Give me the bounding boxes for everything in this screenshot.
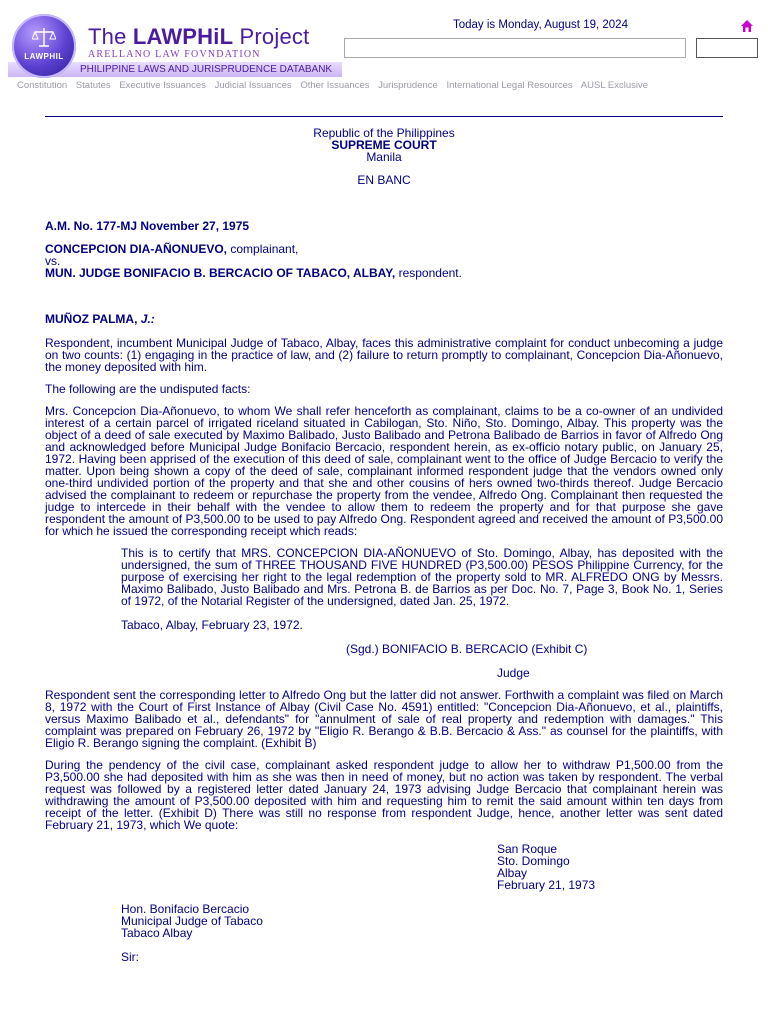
salutation: Sir:	[121, 950, 139, 964]
foundation-name: ARELLANO LAW FOVNDATION	[88, 49, 261, 60]
receipt-signature: (Sgd.) BONIFACIO B. BERCACIO (Exhibit C)	[346, 642, 588, 656]
nav-ausl-exclusive[interactable]: AUSL Exclusive	[580, 80, 649, 91]
nav-jurisprudence[interactable]: Jurisprudence	[378, 80, 438, 91]
address-line: Albay	[497, 866, 528, 880]
logo-text: LAWPHIL	[24, 52, 64, 61]
paragraph: The following are the undisputed facts:	[45, 382, 251, 396]
ponente-suffix: J.:	[137, 312, 155, 326]
receipt-quote: This is to certify that MRS. CONCEPCION DIA-AÑONUEVO of Sto. Domingo, Albay, has deposited with the undersigned, the sum of THREE THOUSAND FIVE HUNDRED (P3,500.00) PESOS Philippine Currency, for the purpose of exercising her right to the legal redemption of the property sold to MR. ALFREDO ONG by Messrs. Maximo Balibado, Justo Balibado and Mrs. Petrona B. de Barrios as per Doc. No. 7, Page 3, Book No. 1, Series of 1972, of the Notarial Register of the undersigned, dated Jan. 25, 1972.	[121, 546, 723, 608]
paragraph: During the pendency of the civil case, complainant asked respondent judge to allow her to withdraw P1,500.00 from the P3,500.00 she had deposited with him as she was then in need of money, but no action was taken by respondent. The verbal request was followed by a registered letter dated January 24, 1973 advising Judge Bercacio that complainant herein was withdrawing the amount of P3,500.00 deposited with him and requesting him to remit the said amount within ten days from receipt of the letter. (Exhibit D) There was still no response from respondent Judge, hence, another letter was sent dated February 21, 1973, which We quote:	[45, 758, 723, 832]
complainant-line	[45, 243, 723, 255]
databank-tagline: PHILIPPINE LAWS AND JURISPRUDENCE DATABANK	[80, 64, 333, 75]
site-title	[88, 24, 309, 50]
complainant-role: complainant,	[227, 242, 299, 256]
nav-international-legal-resources[interactable]: International Legal Resources	[446, 80, 573, 91]
receipt-signer-title: Judge	[497, 666, 530, 680]
ponente-name: MUÑOZ PALMA,	[45, 312, 138, 326]
nav-other-issuances[interactable]: Other Issuances	[300, 80, 370, 91]
search-input[interactable]	[344, 38, 686, 58]
nav-constitution[interactable]: Constitution	[17, 80, 68, 91]
title-suffix: Project	[233, 24, 310, 49]
title-brand: LAWPHiL	[132, 24, 234, 49]
respondent-role: respondent.	[395, 266, 462, 280]
paragraph: Mrs. Concepcion Dia-Añonuevo, to whom We shall refer henceforth as complainant, claims to be a co-owner of an undivided interest of a certain parcel of irrigated riceland situated in Cabilogan, Sto. Niño, Sto. Domingo, Albay. This property was the object of a deed of sale executed by Maximo Balibado, Justo Balibado and Petrona Balibado de Barrios in favor of Alfredo Ong and acknowledged before Municipal Judge Bonifacio Bercacio, respondent herein, as ex-officio notary public, on January 25, 1972. Having been apprised of the execution of this deed of sale, complainant went to the office of Judge Bercacio to verify the matter. Upon being shown a copy of the deed of sale, complainant informed respondent judge that the vendors owned only one-third undivided portion of the property and that she and other cousins of hers owned two-thirds thereof. Judge Bercacio advised the complainant to redeem or repurchase the property from the vendee, Alfredo Ong. Complainant then requested the judge to intercede in their behalf with the vendee to allow them to redeem the property and for that purpose she gave respondent the amount of P3,500.00 to be used to pay Alfredo Ong. Respondent agreed and received the amount of P3,500.00 for which he issued the corresponding receipt which reads:	[45, 404, 723, 538]
republic-line: Republic of the Philippines	[313, 126, 455, 140]
scales-of-justice-icon	[32, 26, 56, 48]
main-nav	[17, 80, 654, 91]
recipient-line: Municipal Judge of Tabaco	[121, 914, 263, 928]
home-icon[interactable]	[740, 19, 754, 33]
division: EN BANC	[357, 173, 411, 187]
nav-statutes[interactable]: Statutes	[75, 80, 111, 91]
recipient-line: Hon. Bonifacio Bercacio	[121, 902, 250, 916]
header-divider	[45, 116, 723, 117]
paragraph: Respondent, incumbent Municipal Judge of Tabaco, Albay, faces this administrative complaint for conduct unbecoming a judge on two counts: (1) engaging in the practice of law, and (2) failure to return promptly to complainant, Concepcion Dia-Añonuevo, the money deposited with him.	[45, 336, 723, 374]
letter-date: February 21, 1973	[497, 878, 596, 892]
site-header	[0, 0, 768, 78]
address-line: Sto. Domingo	[497, 854, 570, 868]
ponente	[45, 313, 723, 325]
decision-document	[45, 127, 723, 963]
nav-executive-issuances[interactable]: Executive Issuances	[119, 80, 206, 91]
address-line: San Roque	[497, 842, 558, 856]
letter-address	[497, 843, 723, 891]
current-date: Today is Monday, August 19, 2024	[453, 19, 628, 31]
court-name: SUPREME COURT	[331, 138, 437, 152]
respondent-line	[45, 267, 723, 279]
versus: vs.	[45, 254, 61, 268]
respondent-name: MUN. JUDGE BONIFACIO B. BERCACIO OF TABACO, ALBAY,	[45, 266, 396, 280]
title-prefix: The	[88, 24, 133, 49]
letter-recipient	[121, 903, 723, 939]
lawphil-logo[interactable]	[12, 14, 76, 78]
recipient-line: Tabaco Albay	[121, 926, 193, 940]
search-button[interactable]	[696, 38, 758, 58]
complainant-name: CONCEPCION DIA-AÑONUEVO,	[45, 242, 228, 256]
case-number: A.M. No. 177-MJ November 27, 1975	[45, 219, 250, 233]
nav-judicial-issuances[interactable]: Judicial Issuances	[214, 80, 292, 91]
court-city: Manila	[366, 150, 402, 164]
paragraph: Respondent sent the corresponding letter to Alfredo Ong but the latter did not answer. Forthwith a complaint was filed on March 8, 1972 with the Court of First Instance of Albay (Civil Case No. 4591) entitled: "Concepcion Dia-Añonuevo, et al., plaintiffs, versus Maximo Balibado et al., defendants" for "annulment of sale of real property and redemption with damages." This complaint was prepared on February 26, 1972 by "Eligio R. Berango & B.B. Bercacio & Ass." as counsel for the plaintiffs, with Eligio R. Berango signing the complaint. (Exhibit B)	[45, 688, 723, 750]
receipt-place-date: Tabaco, Albay, February 23, 1972.	[121, 618, 303, 632]
